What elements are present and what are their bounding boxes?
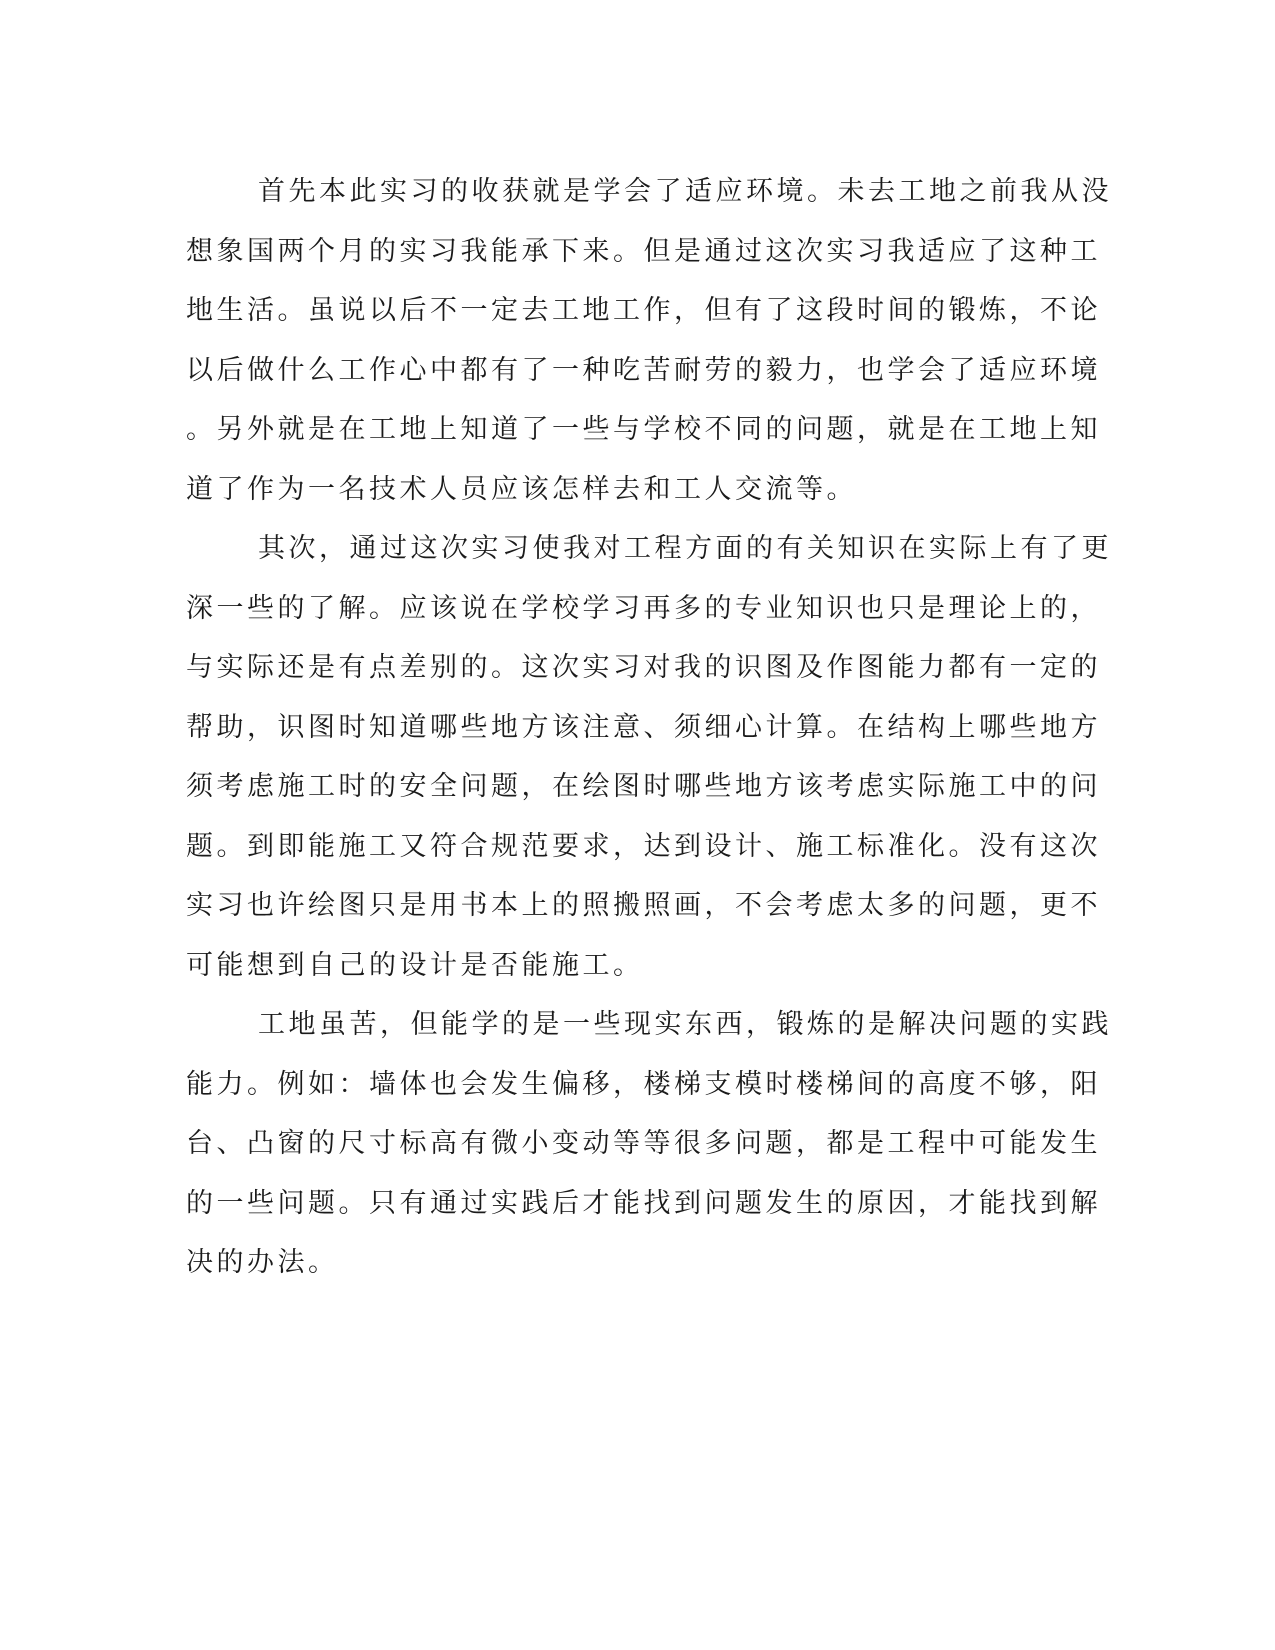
- paragraph-line: 须考虑施工时的安全问题，在绘图时哪些地方该考虑实际施工中的问: [186, 771, 1101, 802]
- paragraph-line: 与实际还是有点差别的。这次实习对我的识图及作图能力都有一定的: [186, 652, 1101, 683]
- paragraph-line: 题。到即能施工又符合规范要求，达到设计、施工标准化。没有这次: [186, 830, 1101, 862]
- paragraph-line: 首先本此实习的收获就是学会了适应环境。未去工地之前我从没: [258, 176, 1112, 207]
- paragraph-line: 想象国两个月的实习我能承下来。但是通过这次实习我适应了这种工: [186, 235, 1101, 267]
- paragraph-line: 的一些问题。只有通过实践后才能找到问题发生的原因，才能找到解: [186, 1187, 1101, 1219]
- paragraph-line: 其次，通过这次实习使我对工程方面的有关知识在实际上有了更: [258, 533, 1112, 564]
- paragraph-line: 台、凸窗的尺寸标高有微小变动等等很多问题，都是工程中可能发生: [186, 1128, 1101, 1159]
- paragraph-2: [186, 519, 1112, 995]
- paragraph-line: 道了作为一名技术人员应该怎样去和工人交流等。: [186, 473, 857, 505]
- paragraph-1: [186, 162, 1112, 519]
- paragraph-line: 可能想到自己的设计是否能施工。: [186, 949, 644, 981]
- paragraph-line: 工地虽苦，但能学的是一些现实东西，锻炼的是解决问题的实践: [258, 1009, 1112, 1040]
- paragraph-line: 以后做什么工作心中都有了一种吃苦耐劳的毅力，也学会了适应环境: [186, 354, 1101, 386]
- paragraph-line: 实习也许绘图只是用书本上的照搬照画，不会考虑太多的问题，更不: [186, 890, 1101, 921]
- paragraph-line: 深一些的了解。应该说在学校学习再多的专业知识也只是理论上的，: [186, 592, 1101, 624]
- paragraph-3: [186, 995, 1112, 1293]
- paragraph-line: 决的办法。: [186, 1247, 339, 1278]
- paragraph-line: 能力。例如：墙体也会发生偏移，楼梯支模时楼梯间的高度不够，阳: [186, 1068, 1101, 1100]
- paragraph-line: 地生活。虽说以后不一定去工地工作，但有了这段时间的锻炼，不论: [186, 295, 1101, 326]
- paragraph-line: 帮助，识图时知道哪些地方该注意、须细心计算。在结构上哪些地方: [186, 711, 1101, 743]
- paragraph-line: 。另外就是在工地上知道了一些与学校不同的问题，就是在工地上知: [186, 414, 1101, 445]
- document-body: [186, 162, 1112, 1293]
